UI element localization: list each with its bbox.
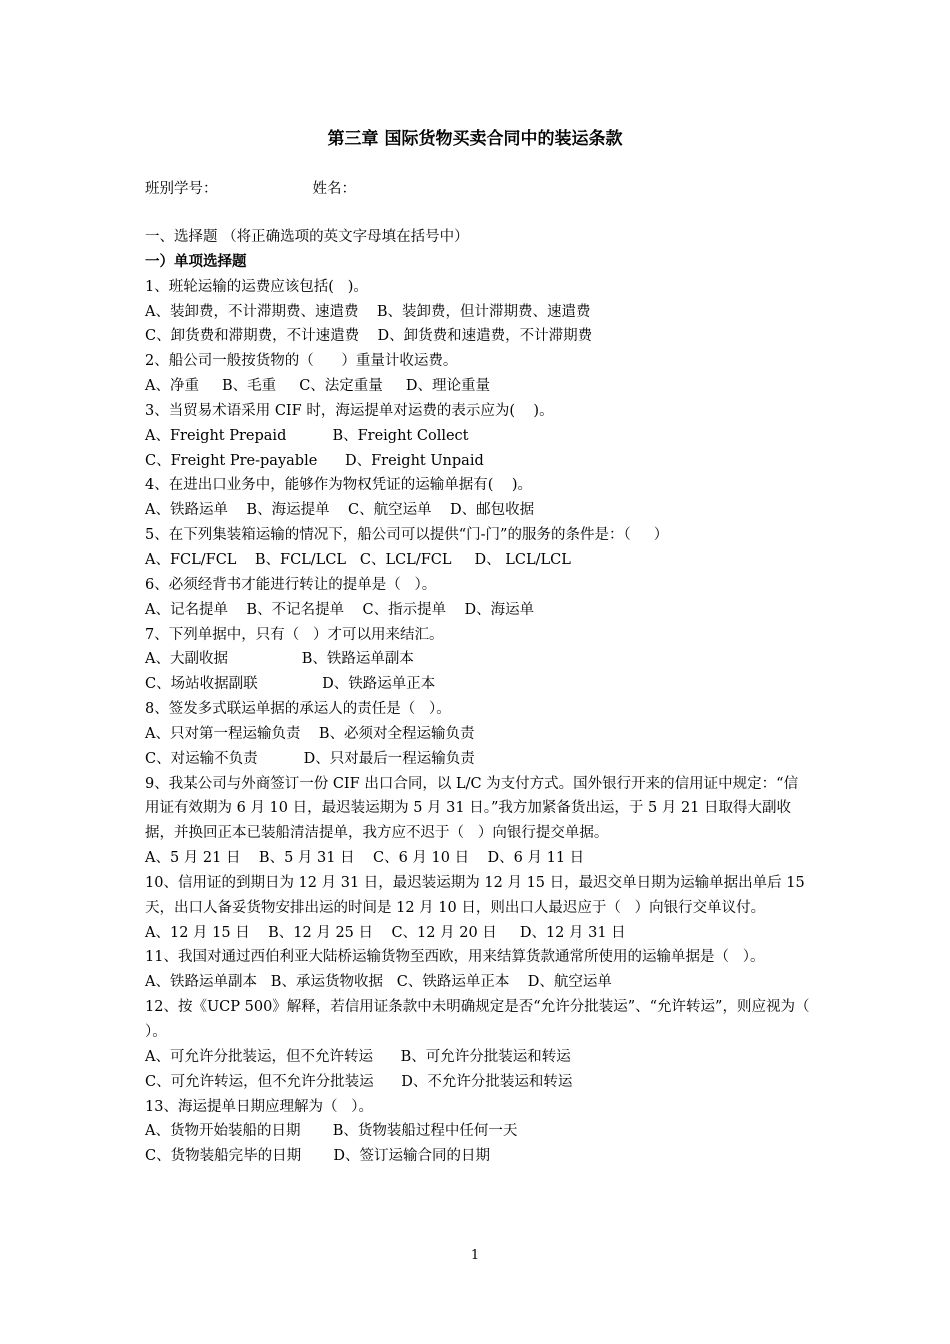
question-line: 10、信用证的到期日为 12 月 31 日，最迟装运期为 12 月 15 日，最迟交单日期为运输单据出单后 15 天，出口人备妥货物安排出运的时间是 12 月 10 日，则出口人最迟应于（ ）向银行交单议付。 [145, 874, 810, 916]
question-line: 1、班轮运输的运费应该包括( )。 [145, 278, 368, 295]
option-line: C、场站收据副联 D、铁路运单正本 [145, 676, 436, 693]
option-line: A、大副收据 B、铁路运单副本 [145, 651, 414, 668]
option-line: C、对运输不负责 D、只对最后一程运输负责 [145, 750, 475, 767]
subsection-heading: 一）单项选择题 [145, 252, 247, 270]
option-line: A、可允许分批装运，但不允许转运 B、可允许分批装运和转运 [145, 1048, 571, 1065]
question-line: 12、按《UCP 500》解释，若信用证条款中未明确规定是否“允许分批装运”、“允许转运”，则应视为（ ）。 [145, 999, 824, 1040]
question-line: 8、签发多式联运单据的承运人的责任是（ ）。 [145, 701, 451, 718]
question-line: 9、我某公司与外商签订一份 CIF 出口合同，以 L/C 为支付方式。国外银行开来的信用证中规定：“信用证有效期为 6 月 10 日，最迟装运期为 5 月 31 日。”我方加紧备货出运，于 5 月 21 日取得大副收据，并换回正本已装船清洁提单，我方应不迟于（ ）向银行提交单据。 [145, 775, 799, 842]
name-label: 姓名： [312, 181, 356, 197]
option-line: A、FCL/FCL B、FCL/LCL C、LCL/FCL D、 LCL/LCL [145, 551, 571, 568]
page-number: 1 [470, 1248, 480, 1263]
option-line: A、净重 B、毛重 C、法定重量 D、理论重量 [145, 378, 490, 395]
option-line: C、Freight Pre-payable D、Freight Unpaid [145, 452, 484, 469]
question-line: 4、在进出口业务中，能够作为物权凭证的运输单据有( )。 [145, 477, 532, 494]
option-line: A、只对第一程运输负责 B、必须对全程运输负责 [145, 725, 475, 742]
student-info [145, 177, 356, 198]
question-line: 3、当贸易术语采用 CIF 时，海运提单对运费的表示应为( )。 [145, 402, 554, 419]
option-line: C、卸货费和滞期费，不计速遣费 D、卸货费和速遣费，不计滞期费 [145, 328, 593, 345]
page-title: 第三章 国际货物买卖合同中的装运条款 [327, 129, 623, 149]
option-line: A、5 月 21 日 B、5 月 31 日 C、6 月 10 日 D、6 月 11 日 [145, 850, 585, 867]
question-line: 2、船公司一般按货物的（ ）重量计收运费。 [145, 353, 458, 370]
question-line: 13、海运提单日期应理解为（ ）。 [145, 1098, 374, 1115]
option-line: A、记名提单 B、不记名提单 C、指示提单 D、海运单 [145, 601, 535, 618]
question-line: 5、在下列集装箱运输的情况下，船公司可以提供“门-门”的服务的条件是：（ ） [145, 527, 669, 544]
question-line: 7、下列单据中，只有（ ）才可以用来结汇。 [145, 626, 444, 643]
question-line: 6、必须经背书才能进行转让的提单是（ ）。 [145, 576, 437, 593]
class-id-label: 班别学号： [145, 181, 218, 197]
option-line: A、铁路运单副本 B、承运货物收据 C、铁路运单正本 D、航空运单 [145, 974, 612, 991]
question-line: 11、我国对通过西伯利亚大陆桥运输货物至西欧，用来结算货款通常所使用的运输单据是（ ）。 [145, 949, 765, 966]
option-line: A、货物开始装船的日期 B、货物装船过程中任何一天 [145, 1123, 518, 1140]
document-body [145, 225, 824, 1169]
option-line: A、铁路运单 B、海运提单 C、航空运单 D、邮包收据 [145, 502, 535, 519]
option-line: C、可允许转运，但不允许分批装运 D、不允许分批装运和转运 [145, 1073, 573, 1090]
option-line: A、装卸费，不计滞期费、速遣费 B、装卸费，但计滞期费、速遣费 [145, 303, 591, 320]
option-line: A、12 月 15 日 B、12 月 25 日 C、12 月 20 日 D、12 月 31 日 [145, 924, 626, 941]
option-line: C、货物装船完毕的日期 D、签订运输合同的日期 [145, 1148, 490, 1165]
option-line: A、Freight Prepaid B、Freight Collect [145, 427, 469, 444]
section-heading: 一、选择题 （将正确选项的英文字母填在括号中） [145, 229, 469, 245]
